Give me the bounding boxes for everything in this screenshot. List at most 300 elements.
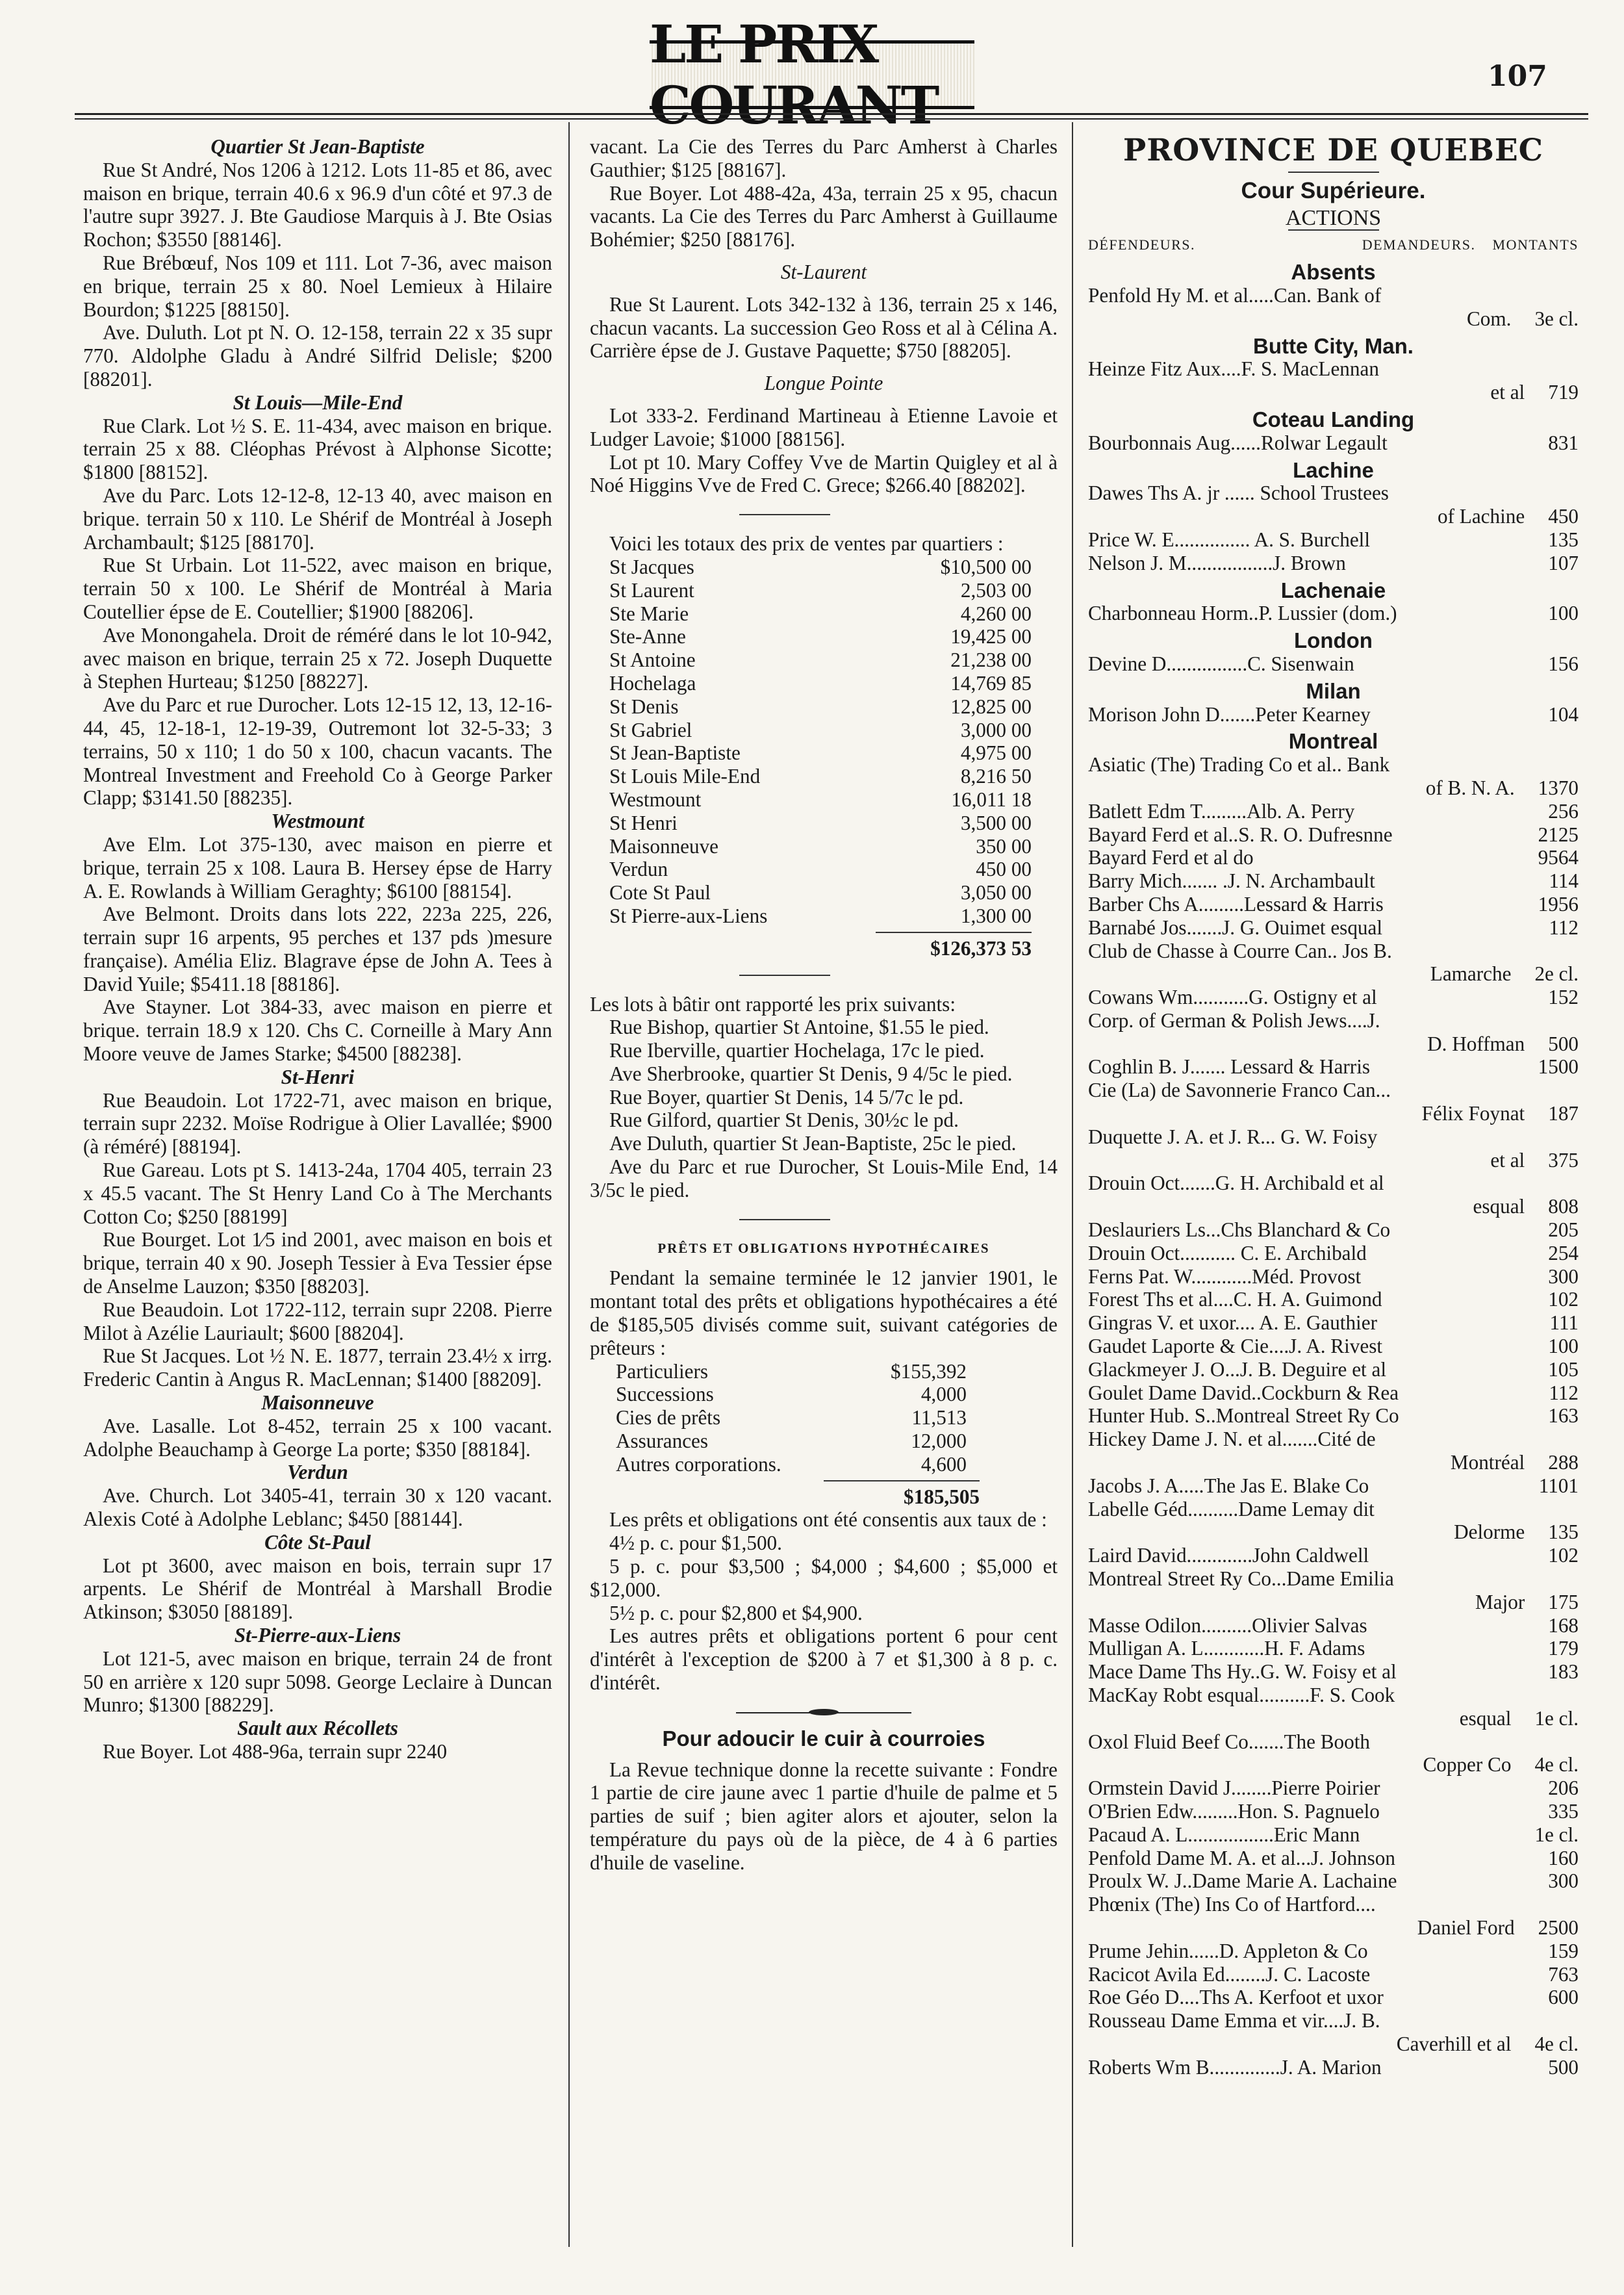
action-amount: 107 [1548,551,1579,574]
totals-row [609,648,1032,672]
court-action-row [1088,1055,1579,1079]
action-amount: 100 [1548,1335,1579,1358]
action-parties: Club de Chasse à Courre Can.. Jos B. [1088,939,1392,962]
court-action-row [1088,528,1579,552]
loans-amount: 4,000 [920,1383,967,1406]
totals-row [609,881,1032,904]
action-parties: Jacobs J. A.....The Jas E. Blake Co [1088,1474,1369,1497]
rate-entry: 5½ p. c. pour $2,800 et $4,900. [609,1601,863,1624]
loans-title: PRÊTS ET OBLIGATIONS HYPOTHÉCAIRES [657,1240,990,1256]
action-amount [1573,1567,1579,1591]
action-parties: Proulx W. J..Dame Marie A. Lachaine [1088,1869,1397,1893]
action-amount: 831 [1548,431,1579,454]
court-action-row [1088,2056,1579,2079]
action-amount: 152 [1548,986,1579,1009]
action-parties: Asiatic (The) Trading Co et al.. Bank [1088,753,1390,776]
action-amount: 600 [1548,1986,1579,2009]
action-parties: Coghlin B. J....... Lessard & Harris [1088,1055,1370,1079]
district-heading: Westmount [271,810,364,833]
sale-entry: Ave. Lasalle. Lot 8-452, terrain 25 x 100 vacant. Adolphe Beauchamp à George La porte; $350 [88184]. [83,1414,552,1461]
action-parties: Deslauriers Ls...Chs Blanchard & Co [1088,1218,1391,1242]
totals-amount: 3,050 00 [960,881,1032,904]
lot-price-entry: Ave du Parc et rue Durocher, St Louis-Mile End, 14 3/5c le pied. [590,1155,1058,1201]
sale-entry: vacant. La Cie des Terres du Parc Amherst à Charles Gauthier; $125 [88167]. [590,135,1058,181]
court-action-continuation [1088,776,1579,800]
court-action-row [1088,652,1579,676]
action-parties: Penfold Hy M. et al.....Can. Bank of [1088,283,1382,307]
action-parties: Barnabé Jos.......J. G. Ouimet esqual [1088,916,1383,939]
court-action-row [1088,703,1579,726]
district-heading: St Louis—Mile-End [233,391,403,414]
court-action-continuation [1088,381,1579,404]
totals-row [609,695,1032,719]
title-rule [1288,172,1379,173]
action-amount: 500 [1548,1032,1579,1055]
district-heading: Maisonneuve [261,1391,374,1415]
action-parties: Mulligan A. L............H. F. Adams [1088,1637,1365,1660]
totals-row [609,556,1032,579]
action-amount [1573,1172,1579,1195]
action-parties: Glackmeyer J. O...J. B. Deguire et al [1088,1357,1387,1381]
action-amount: 763 [1548,1962,1579,1986]
loans-category: Assurances [616,1430,709,1453]
action-amount: 183 [1548,1660,1579,1684]
court-action-row [1088,1823,1579,1847]
action-amount: 1e cl. [1534,1706,1579,1730]
totals-row [609,672,1032,695]
totals-district: St Laurent [609,578,694,602]
court-action-continuation [1088,1102,1579,1125]
court-action-continuation [1088,1451,1579,1474]
action-amount: 156 [1548,652,1579,675]
sale-entry: Ave du Parc et rue Durocher. Lots 12-15 12, 13, 12-16-44, 45, 12-18-1, 12-19-39, Outremont lot 32-5-33; 3 terrains, 50 x 110; 1 do 50 x 100, chacun vacants. The Montreal Investment and Freehold Co à George Parker Clapp; $3141.50 [88235]. [83,693,552,810]
totals-row [609,788,1032,812]
action-amount: 256 [1548,799,1579,823]
district-heading: Longue Pointe [764,372,883,395]
loans-row [616,1406,967,1430]
court-action-row [1088,1986,1579,2009]
action-amount: 112 [1549,1381,1579,1404]
action-amount: 206 [1548,1776,1579,1800]
loans-row [616,1430,967,1453]
action-parties: Heinze Fitz Aux....F. S. MacLennan [1088,357,1379,381]
sale-entry: Rue Beaudoin. Lot 1722-71, avec maison en brique, terrain supr 2232. Moïse Rodrigue à Olier Lavallée; $900 (à réméré) [88194]. [83,1088,552,1159]
court-action-row [1088,1963,1579,1986]
totals-row [609,602,1032,626]
totals-district: St Henri [609,811,678,834]
action-amount: 1e cl. [1534,1823,1579,1846]
sale-entry: Rue Boyer. Lot 488-96a, terrain supr 2240 [103,1739,448,1763]
lot-price-entry: Rue Iberville, quartier Hochelaga, 17c le pied. [609,1039,985,1062]
totals-amount: 450 00 [976,858,1032,881]
action-amount: 4e cl. [1534,1753,1579,1776]
action-amount: 808 [1548,1195,1579,1218]
court-action-continuation [1088,1520,1579,1544]
action-parties: Rousseau Dame Emma et vir....J. B. [1088,2009,1380,2032]
totals-amount: 3,500 00 [960,811,1032,834]
court-action-row [1088,1009,1579,1032]
court-actions-list [1088,261,1579,2079]
action-parties: Cie (La) de Savonnerie Franco Can... [1088,1079,1391,1102]
action-amount: 163 [1548,1404,1579,1428]
action-parties-continued: Delorme [1454,1520,1525,1544]
action-parties: Oxol Fluid Beef Co.......The Booth [1088,1730,1371,1753]
action-amount: 2500 [1538,1916,1579,1939]
court-action-continuation [1088,1916,1579,1940]
action-parties: Cowans Wm...........G. Ostigny et al [1088,986,1377,1009]
court-action-row [1088,800,1579,823]
court-action-row [1088,753,1579,776]
action-amount: 160 [1548,1846,1579,1869]
place-heading: Milan [1306,678,1361,703]
totals-district: St Jacques [609,555,694,578]
action-amount: 205 [1548,1218,1579,1242]
sale-entry: Rue Beaudoin. Lot 1722-112, terrain supr 2208. Pierre Milot à Azélie Lauriault; $600 [88204]. [83,1298,552,1344]
sale-entry: Lot pt 3600, avec maison en bois, terrain supr 17 arpents. Le Shérif de Montréal à Marshall Brodie Atkinson; $3050 [88189]. [83,1554,552,1624]
actions-rule [1288,229,1379,231]
action-amount [1573,1079,1579,1102]
totals-row [609,835,1032,858]
action-amount: 1101 [1538,1474,1579,1497]
action-amount: 1370 [1538,776,1579,799]
action-parties-continued: Com. [1467,307,1512,330]
leather-title: Pour adoucir le cuir à courroies [662,1726,985,1750]
totals-amount: 21,238 00 [950,648,1032,672]
totals-amount: 14,769 85 [950,671,1032,695]
action-amount: 104 [1548,702,1579,726]
action-amount: 1500 [1538,1055,1579,1079]
action-amount: 168 [1548,1613,1579,1637]
action-parties: O'Brien Edw.........Hon. S. Pagnuelo [1088,1799,1380,1823]
action-amount: 4e cl. [1534,2032,1579,2055]
place-heading: Lachenaie [1280,578,1386,602]
court-action-row [1088,431,1579,455]
column-headers [1088,233,1579,257]
totals-district: St Jean-Baptiste [609,741,741,765]
action-amount: 3e cl. [1534,307,1579,330]
action-parties-continued: et al [1490,381,1525,404]
totals-table [609,556,1032,928]
totals-amount: 19,425 00 [950,625,1032,648]
action-parties: Bayard Ferd et al do [1088,846,1254,869]
ornament-divider [736,1710,911,1715]
totals-row [609,741,1032,765]
lot-price-entry: Ave Duluth, quartier St Jean-Baptiste, 25c le pied. [609,1132,1017,1155]
court-action-row [1088,1776,1579,1800]
rate-entry: 4½ p. c. pour $1,500. [609,1532,782,1555]
action-amount [1573,1730,1579,1754]
court-action-row [1088,1940,1579,1963]
leather-text: La Revue technique donne la recette suivante : Fondre 1 partie de cire jaune avec 1 partie d'huile de palme et 5 parties de suif ; bien agiter alors et ajouter, selon la température du pays où de la pièce, de 4 à 6 parties d'huile de vaseline. [590,1758,1058,1874]
place-heading: London [1294,628,1373,653]
court-action-row [1088,602,1579,625]
action-parties: Goulet Dame David..Cockburn & Rea [1088,1381,1399,1404]
header-rule [75,113,1588,115]
totals-district: Maisonneuve [609,834,719,858]
action-parties: Drouin Oct........... C. E. Archibald [1088,1241,1367,1264]
sale-entry: Ave Stayner. Lot 384-33, avec maison en pierre et brique. terrain 18.9 x 120. Chs C. Corneille à Mary Ann Moore veuve de James Starke; $4500 [88238]. [83,995,552,1066]
court-action-row [1088,1358,1579,1381]
sale-entry: Rue Boyer. Lot 488-42a, 43a, terrain 25 x 95, chacun vacants. La Cie des Terres du Parc Amherst à Guillaume Bohémier; $250 [88176]. [590,181,1058,251]
action-parties: Racicot Avila Ed........J. C. Lacoste [1088,1962,1371,1986]
totals-district: St Louis Mile-End [609,765,761,788]
totals-amount: 2,503 00 [960,578,1032,602]
action-parties: Barry Mich....... .J. N. Archambault [1088,869,1375,893]
court-action-row [1088,940,1579,963]
court-action-row [1088,1288,1579,1311]
action-amount: 300 [1548,1264,1579,1288]
action-parties: Batlett Edm T.........Alb. A. Perry [1088,799,1355,823]
district-heading: Quartier St Jean-Baptiste [210,135,425,158]
court-action-continuation [1088,2032,1579,2056]
totals-amount: 3,000 00 [960,718,1032,741]
totals-amount: 4,975 00 [960,741,1032,765]
court-action-row [1088,284,1579,307]
action-parties: Masse Odilon..........Olivier Salvas [1088,1613,1367,1637]
loans-category: Successions [616,1383,714,1406]
action-parties: Charbonneau Horm..P. Lussier (dom.) [1088,602,1397,625]
court-action-row [1088,1730,1579,1754]
totals-amount: 350 00 [976,834,1032,858]
action-parties-continued: Daniel Ford [1417,1916,1515,1939]
action-parties: Labelle Géd..........Dame Lemay dit [1088,1497,1375,1520]
loans-amount: 4,600 [920,1452,967,1476]
court-action-row [1088,846,1579,869]
action-parties-continued: of B. N. A. [1425,776,1515,799]
action-parties: Morison John D.......Peter Kearney [1088,702,1371,726]
totals-amount: $10,500 00 [940,555,1032,578]
court-action-row [1088,1125,1579,1149]
court-action-continuation [1088,505,1579,528]
court-action-continuation [1088,1591,1579,1614]
action-parties: Laird David.............John Caldwell [1088,1544,1369,1567]
action-parties: Dawes Ths A. jr ...... School Trustees [1088,481,1389,505]
column-real-estate-sales [83,135,552,1763]
action-parties-continued: D. Hoffman [1427,1032,1525,1055]
sale-entry: Rue Clark. Lot ½ S. E. 11-434, avec maison en brique. terrain 25 x 88. Cléophas Prévost à Alphonse Sicotte; $1800 [88152]. [83,414,552,484]
court-action-row [1088,1567,1579,1591]
court-action-row [1088,1498,1579,1521]
court-action-row [1088,1544,1579,1567]
sale-entry: Rue St André, Nos 1206 à 1212. Lots 11-85 et 86, avec maison en brique, terrain 40.6 x 96.9 d'un côté et 97.3 de l'autre supr 3927. J. Bte Gaudiose Marquis à J. Bte Osias Rochon; $3550 [88146]. [83,158,552,251]
action-amount [1573,2009,1579,2032]
action-parties-continued: of Lachine [1438,505,1525,528]
court-action-row [1088,1800,1579,1823]
sale-entry: Lot pt 10. Mary Coffey Vve de Martin Quigley et al à Noé Higgins Vve de Fred C. Grece; $266.40 [88202]. [590,450,1058,497]
loans-row [616,1383,967,1406]
action-parties: Barber Chs A.........Lessard & Harris [1088,892,1384,916]
loans-intro: Pendant la semaine terminée le 12 janvier 1901, le montant total des prêts et obligations hypothécaires a été de $185,505 divisés comme suit, suivant catégories de prêteurs : [590,1266,1058,1359]
action-parties: Roe Géo D....Ths A. Kerfoot et uxor [1088,1986,1384,2009]
action-parties: Ormstein David J........Pierre Poirier [1088,1776,1380,1800]
page-number: 107 [1488,60,1547,93]
action-amount: 105 [1548,1357,1579,1381]
court-action-row [1088,1218,1579,1242]
action-amount [1573,1684,1579,1707]
loans-row [616,1360,967,1383]
sale-entry: Rue Gareau. Lots pt S. 1413-24a, 1704 405, terrain 23 x 45.5 vacant. The St Henry Land Co à The Merchants Cotton Co; $250 [88199] [83,1159,552,1228]
totals-row [609,719,1032,742]
header-plaintiffs: DEMANDEURS. [1362,237,1476,253]
court-action-row [1088,1614,1579,1637]
sale-entry: Ave Elm. Lot 375-130, avec maison en pierre et brique, terrain 25 x 108. Laura B. Hersey épse de Harry A. E. Rowlands à William Geraghty; $6100 [88154]. [83,832,552,903]
action-amount [1573,481,1579,505]
action-parties: Ferns Pat. W............Méd. Provost [1088,1264,1362,1288]
totals-row [609,625,1032,648]
place-heading: Lachine [1293,457,1374,482]
place-heading: Absents [1291,260,1376,285]
totals-district: Westmount [609,788,702,811]
action-amount: 288 [1548,1451,1579,1474]
action-parties-continued: esqual [1473,1195,1525,1218]
court-action-row [1088,1847,1579,1870]
action-parties: Price W. E............... A. S. Burchell [1088,528,1371,551]
action-parties: Roberts Wm B..............J. A. Marion [1088,2055,1382,2079]
action-amount: 102 [1548,1288,1579,1311]
totals-amount: 4,260 00 [960,602,1032,625]
district-heading: St-Pierre-aux-Liens [234,1624,401,1647]
action-amount: 450 [1548,505,1579,528]
court-action-row [1088,1684,1579,1707]
action-amount [1573,1009,1579,1032]
totals-row [609,858,1032,881]
action-parties-continued: Copper Co [1423,1753,1512,1776]
page-header [0,0,1624,136]
action-amount: 187 [1548,1102,1579,1125]
action-amount: 135 [1548,1520,1579,1544]
action-parties: Gingras V. et uxor.... A. E. Gauthier [1088,1311,1377,1335]
court-action-row [1088,1869,1579,1893]
lot-price-entry: Rue Bishop, quartier St Antoine, $1.55 le pied. [609,1016,989,1039]
action-parties: Duquette J. A. et J. R... G. W. Foisy [1088,1125,1378,1148]
action-parties-continued: et al [1490,1148,1525,1172]
court-action-continuation [1088,1195,1579,1218]
action-amount: 112 [1549,916,1579,939]
district-heading: St-Henri [281,1065,355,1088]
totals-district: St Denis [609,695,679,718]
loans-category: Autres corporations. [616,1452,781,1476]
section-rule [739,1219,830,1220]
action-parties: Phœnix (The) Ins Co of Hartford.... [1088,1893,1376,1916]
action-amount: 114 [1549,869,1579,893]
action-parties: Hickey Dame J. N. et al.......Cité de [1088,1428,1376,1451]
action-amount [1573,1125,1579,1149]
action-parties: MacKay Robt esqual..........F. S. Cook [1088,1684,1395,1706]
court-action-row [1088,1660,1579,1684]
totals-district: Cote St Paul [609,881,711,904]
place-heading: Montreal [1288,729,1378,754]
column-superior-court [1088,135,1579,2079]
loans-amount: $155,392 [891,1359,967,1383]
action-amount [1573,284,1579,307]
province-title: PROVINCE DE QUEBEC [1123,133,1544,168]
action-amount: 159 [1548,1939,1579,1962]
action-amount: 335 [1548,1799,1579,1823]
action-amount: 719 [1548,381,1579,404]
court-action-row [1088,1335,1579,1358]
sale-entry: Ave. Duluth. Lot pt N. O. 12-158, terrain 22 x 35 supr 770. Aldolphe Gladu à André Silfrid Delisle; $200 [88201]. [83,321,552,391]
action-parties: Forest Ths et al....C. H. A. Guimond [1088,1288,1382,1311]
loans-category: Cies de prêts [616,1406,721,1430]
action-parties: Penfold Dame M. A. et al...J. Johnson [1088,1846,1395,1869]
sale-entry: Ave Belmont. Droits dans lots 222, 223a 225, 226, terrain supr 16 arpents, 95 perches et 137 pds )mesure française). Amélia Eliz. Blagrave épse de John A. Tees à David Yuile; $5411.18 [88186]. [83,903,552,995]
action-amount: 9564 [1538,846,1579,869]
court-action-continuation [1088,1707,1579,1730]
action-parties-continued: esqual [1459,1706,1512,1730]
totals-amount: 8,216 50 [960,765,1032,788]
court-action-row [1088,1265,1579,1289]
column-totals-and-loans [590,135,1058,1875]
lots-list [590,1016,1058,1201]
action-amount: 1956 [1538,892,1579,916]
sale-entry: Lot 333-2. Ferdinand Martineau à Etienne Lavoie et Ludger Lavoie; $1000 [88156]. [590,404,1058,450]
court-action-row [1088,1404,1579,1428]
action-amount: 300 [1548,1869,1579,1893]
header-defendants: DÉFENDEURS. [1088,237,1196,253]
totals-amount: 1,300 00 [960,904,1032,927]
action-amount: 2e cl. [1534,962,1579,986]
totals-district: Ste-Anne [609,625,686,648]
action-amount: 102 [1548,1544,1579,1567]
section-rule [739,975,830,976]
action-parties-continued: Major [1475,1590,1525,1613]
rate-entry: Les autres prêts et obligations portent 6 pour cent d'intérêt à l'exception de $200 à 7 et $1,300 à 8 p. c. d'intérêt. [590,1624,1058,1695]
court-action-row [1088,1079,1579,1102]
action-parties: Hunter Hub. S..Montreal Street Ry Co [1088,1404,1399,1428]
court-action-continuation [1088,1753,1579,1776]
rate-entry: 5 p. c. pour $3,500 ; $4,000 ; $4,600 ; $5,000 et $12,000. [590,1555,1058,1601]
action-amount: 111 [1549,1311,1579,1335]
action-parties-continued: Caverhill et al [1396,2032,1512,2055]
action-parties: Corp. of German & Polish Jews....J. [1088,1008,1380,1032]
action-parties: Nelson J. M.................J. Brown [1088,551,1346,574]
action-amount: 100 [1548,602,1579,625]
lot-price-entry: Rue Gilford, quartier St Denis, 30½c le pd. [609,1109,959,1132]
court-action-row [1088,357,1579,381]
action-parties: Montreal Street Ry Co...Dame Emilia [1088,1567,1394,1591]
section-rule [739,514,830,515]
actions-heading: ACTIONS [1285,205,1382,230]
action-parties: Drouin Oct.......G. H. Archibald et al [1088,1172,1384,1195]
court-title: Cour Supérieure. [1241,177,1426,203]
action-amount [1573,1498,1579,1521]
court-action-row [1088,2009,1579,2032]
totals-district: Hochelaga [609,671,696,695]
action-amount: 254 [1548,1241,1579,1264]
header-amounts: MONTANTS [1492,237,1579,253]
sale-entry: Rue St Urbain. Lot 11-522, avec maison en brique, terrain 50 x 100. Le Shérif de Montréal à Maria Coutellier épse de E. Coutellier; $1900 [88206]. [83,554,552,623]
rates-intro: Les prêts et obligations ont été consentis aux taux de : [609,1508,1047,1532]
action-amount [1573,940,1579,963]
sale-entry: Rue St Jacques. Lot ½ N. E. 1877, terrain 23.4½ x irrg. Frederic Cantin à Angus R. MacLennan; $1400 [88209]. [83,1344,552,1391]
action-parties-continued: Lamarche [1430,962,1512,986]
column-divider-left [568,122,570,2247]
action-parties: Prume Jehin......D. Appleton & Co [1088,1939,1368,1962]
action-amount: 2125 [1538,823,1579,846]
court-action-row [1088,1172,1579,1195]
court-action-continuation [1088,1149,1579,1172]
sale-entry: Ave Monongahela. Droit de réméré dans le lot 10-942, avec maison en brique, terrain 25 x 72. Joseph Duquette à Stephen Hurteau; $1250 [88227]. [83,623,552,693]
district-heading: Sault aux Récollets [237,1717,398,1740]
sale-entry: Rue St Laurent. Lots 342-132 à 136, terrain 25 x 146, chacun vacants. La succession Geo Ross et al à Célina A. Carrière épse de J. Gustave Paquette; $750 [88205]. [590,292,1058,363]
action-parties: Bourbonnais Aug......Rolwar Legault [1088,431,1388,454]
totals-amount: 12,825 00 [950,695,1032,718]
totals-district: Ste Marie [609,602,689,625]
court-action-row [1088,1311,1579,1335]
court-action-continuation [1088,962,1579,986]
court-action-row [1088,1242,1579,1265]
court-action-row [1088,1637,1579,1660]
